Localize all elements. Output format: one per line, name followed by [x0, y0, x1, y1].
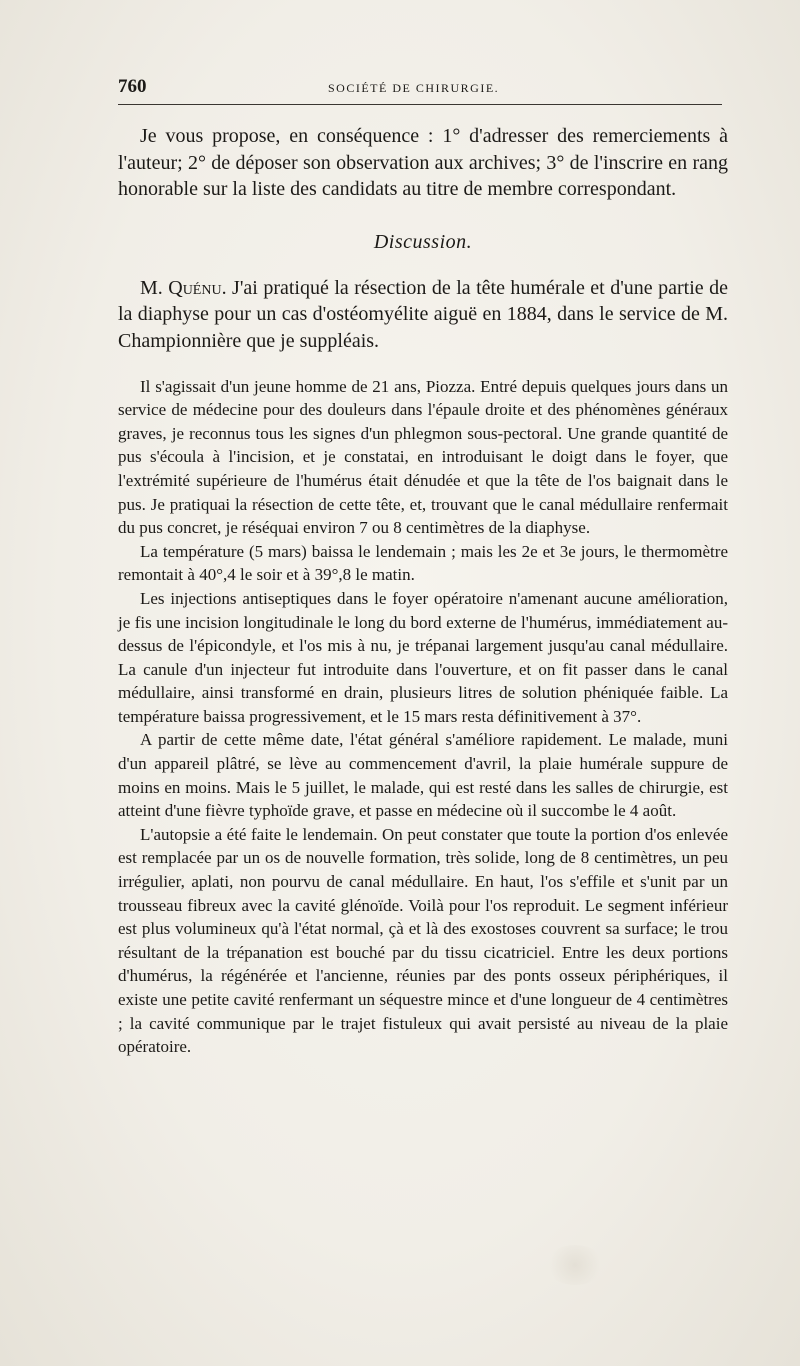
case-paragraph-4: A partir de cette même date, l'état général s'améliore rapidement. Le malade, muni d'un appareil plâtré, se lève au commencement d'avril, la plaie humérale suppure de moins en moins. Mais le 5 juillet, le malade, qui est resté dans les salles de chirurgie, est atteint d'une fièvre typhoïde grave, et passe en médecine où il succombe le 4 août.: [118, 730, 728, 821]
discussion-text: J'ai pratiqué la résection de la tête humérale et d'une partie de la diaphyse pour un cas d'ostéomyélite aiguë en 1884, dans le service de M. Championnière que je suppléais.: [118, 276, 729, 352]
running-title: SOCIÉTÉ DE CHIRURGIE.: [328, 81, 500, 95]
case-paragraph-2: La température (5 mars) baissa le lendemain ; mais les 2e et 3e jours, le thermomètre remontait à 40°,4 le soir et à 39°,8 le matin.: [118, 541, 728, 585]
case-paragraph-1: Il s'agissait d'un jeune homme de 21 ans, Piozza. Entré depuis quelques jours dans un service de médecine pour des douleurs dans l'épaule droite et des phénomènes généraux graves, je reconnus tous les signes d'un phlegmon sous-pectoral. Une grande quantité de pus s'écoula à l'incision, et je constatai, en introduisant le doigt dans le foyer, que l'extrémité supérieure de l'humérus était dénudée et que la tête de l'os baignait dans le pus. Je pratiquai la résection de cette tête, et, trouvant que le canal médullaire renfermait du pus concret, je réséquai environ 7 ou 8 centimètres de la diaphyse.: [118, 376, 728, 538]
page-header: [118, 76, 718, 100]
speaker-name: M. Quénu.: [140, 276, 227, 299]
body-text: [118, 123, 728, 1059]
page-number: 760: [118, 76, 147, 97]
paper-stain: [545, 1245, 605, 1285]
intro-paragraph: Je vous propose, en conséquence : 1° d'adresser des remerciements à l'auteur; 2° de déposer son observation aux archives; 3° de l'inscrire en rang honorable sur la liste des candidats au titre de membre correspondant.: [118, 125, 728, 201]
header-rule: [118, 104, 722, 105]
case-report: [118, 375, 728, 1059]
case-paragraph-3: Les injections antiseptiques dans le foyer opératoire n'amenant aucune amélioration, je fis une incision longitudinale le long du bord externe de l'humérus, immédiatement au-dessus de l'épicondyle, et l'os mis à nu, je trépanai largement jusqu'au canal médullaire. La canule d'un injecteur fut introduite dans l'ouverture, et on fit passer dans le canal médullaire, ainsi transformé en drain, plusieurs litres de solution phéniquée faible. La température baissa progressivement, et le 15 mars resta définitivement à 37°.: [118, 588, 728, 726]
case-paragraph-5: L'autopsie a été faite le lendemain. On peut constater que toute la portion d'os enlevée est remplacée par un os de nouvelle formation, très solide, long de 8 centimètres, un peu irrégulier, aplati, non pourvu de canal médullaire. En haut, l'os s'effile et s'unit par un trousseau fibreux avec la cavité glénoïde. Voilà pour l'os reproduit. Le segment inférieur est plus volumineux qu'à l'état normal, çà et là des exostoses couvrent sa surface; le trou résultant de la trépanation est bouché par du tissu cicatriciel. Entre les deux portions d'humérus, la régénérée et l'ancienne, réunies par des ponts osseux périphériques, il existe une petite cavité renfermant un séquestre mince et d'une longueur de 4 centimètres ; la cavité communique par le trajet fistuleux qui avait persisté au niveau de la plaie opératoire.: [118, 824, 728, 1057]
discussion-paragraph: [118, 275, 728, 355]
section-title: Discussion.: [373, 230, 473, 253]
